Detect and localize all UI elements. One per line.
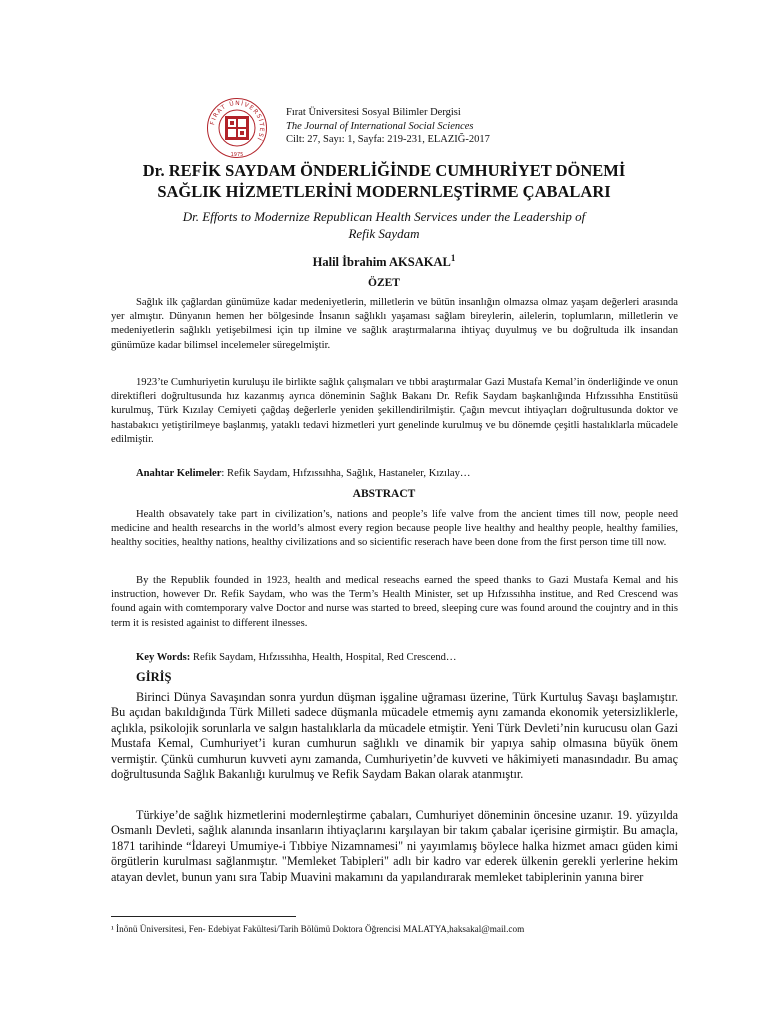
article-subtitle <box>120 208 648 242</box>
abstract-paragraph-1: Health obsavately take part in civilization’s, nations and people’s life valve from the ancient times till now, people need medicine and health researchs in the world’s almost every region because people live healthy and healthy people, healthy families, healthy socities, healthy nations, healthy civilizations and so sicientific reserach have been done from the first person time till now. <box>111 509 678 549</box>
journal-info <box>286 106 490 147</box>
abstract-paragraph-2: By the Republik founded in 1923, health and medical reseachs earned the speed thanks to Gazi Mustafa Kemal and his instruction, however Dr. Refik Saydam, who was the Term’s Health Minister, set up Hıfzıssıhha institue, and Red Crescend was found again with comtemporary valve Doctor and nurse was started to breed, sleeping cure was found around the coujntry and in this term it is resisted againist to different ilnesses. <box>111 575 678 629</box>
ozet-heading: ÖZET <box>368 277 400 289</box>
journal-name-en: The Journal of International Social Sciences <box>286 120 474 132</box>
article-title <box>60 160 708 202</box>
keywords-en-list: Refik Saydam, Hıfzıssıhha, Health, Hospital, Red Crescend… <box>190 652 457 663</box>
keywords-tr <box>136 467 676 481</box>
author-name <box>0 253 768 270</box>
keywords-en-label: Key Words: <box>136 652 191 663</box>
abstract-heading: ABSTRACT <box>352 488 416 500</box>
body-paragraph-1: Birinci Dünya Savaşından sonra yurdun düşman işgaline uğraması üzerine, Türk Kurtuluş Savaşı başlamıştır. Bu açıdan bakıldığında Türk Milleti sadece düşmanla mücadele etmemiş aynı zamanda ekonomik yetersizliklerle, açlıkla, psikolojik sorunlarla ve salgın hastalıklarla da mücadele etmiştir. Yeni Türk Devleti’nin kurucusu olan Gazi Mustafa Kemal, Cumhuriyet’i kuran cumhurun sağlıklı ve dinamik bir yapıya sahip olmasına büyük önem vermiştir. Çünkü cumhurun kuvveti aynı zamanda, Cumhuriyetin’de kuvveti ve hâkimiyeti manasındadır. Bu amaç doğrultusunda Sağlık Bakanlığı kurulmuş ve Refik Saydam Bakan olarak atanmıştır. <box>111 690 678 782</box>
keywords-en <box>136 651 676 665</box>
journal-issue: Cilt: 27, Sayı: 1, Sayfa: 219-231, ELAZIĞ-2017 <box>286 134 490 145</box>
keywords-tr-list: : Refik Saydam, Hıfzıssıhha, Sağlık, Hastaneler, Kızılay… <box>221 468 471 479</box>
giris-heading: GİRİŞ <box>136 670 172 684</box>
footnote-divider <box>111 916 296 917</box>
author-footnote-marker: 1 <box>450 253 456 263</box>
ozet-paragraph-2: 1923’te Cumhuriyetin kuruluşu ile birlikte sağlık çalışmaları ve tıbbi araştırmalar Gazi Mustafa Kemal’in önderliğinde ve onun direktifleri doğrultusunda hız kazanmış ayrıca döneminin Sağlık Bakanı Dr. Refik Saydam başkanlığında Hıfzıssıhha Enstitüsü kurulmuş, Türk Kızılay Cemiyeti çağdaş değerlerle yeniden şekillendirilmiştir. Çağın mevcut ihtiyaçları doğrultusunda doktor ve hastabakıcı yetiştirilmeye başlanmış, yataklı tedavi hizmetleri yurt genelinde kurulmuş ve bu dönemde çeşitli hastalıklarla mücadele edilmiştir. <box>111 377 678 445</box>
body-paragraph-2: Türkiye’de sağlık hizmetlerini modernleştirme çabaları, Cumhuriyet döneminin öncesine uzanır. 19. yüzyılda Osmanlı Devleti, sağlık alanında insanların ihtiyaçlarını karşılayan bir takım çabalar içerisine girmiştir. Bu amaçla, 1871 tarihinde “İdareyi Umumiye-i Tıbbiye Nizamnamesi" ni yayımlamış böylece halka hizmet amacı güden kimi örgütlerin kurulması sağlanmıştır. "Memleket Tabipleri" adlı bir kadro var ederek ülkenin gerekli yerlerine hekim atayan devlet, bunun yanı sıra Tabip Muavini makamını da yapılandırarak memleket tabiplerinin yanına birer <box>111 808 678 884</box>
author-text: Halil İbrahim AKSAKAL <box>312 255 451 270</box>
subtitle-line-2: Refik Saydam <box>348 226 420 241</box>
journal-name-tr: Fırat Üniversitesi Sosyal Bilimler Dergisi <box>286 107 461 118</box>
university-seal-logo <box>206 97 268 159</box>
title-line-2: SAĞLIK HİZMETLERİNİ MODERNLEŞTİRME ÇABALARI <box>157 182 611 201</box>
keywords-tr-label: Anahtar Kelimeler <box>136 468 222 479</box>
title-line-1: Dr. REFİK SAYDAM ÖNDERLİĞİNDE CUMHURİYET DÖNEMİ <box>142 161 626 180</box>
svg-text:FIRAT ÜNİVERSİTESİ: FIRAT ÜNİVERSİTESİ <box>209 99 266 143</box>
footnote: ¹ İnönü Üniversitesi, Fen- Edebiyat Fakültesi/Tarih Bölümü Doktora Öğrencisi MALATYA,haksakal@mail.com <box>111 924 525 934</box>
ozet-paragraph-1: Sağlık ilk çağlardan günümüze kadar medeniyetlerin, milletlerin ve bütün insanlığın olmazsa olmaz yaşam değerleri arasında yer almıştır. Dünyanın hemen her bölgesinde İnsanın sağlıklı yaşaması sağlam bireylerin, ailelerin, toplumların, milletlerin ve medeniyetlerin sağlıklı yetişebilmesi için tıp ilmine ve sağlık araştırmalarına ihtiyaç duyulmuş ve bu doğrultuda ilk insandan günümüze kadar bilimsel incelemeler süregelmiştir. <box>111 297 678 351</box>
journal-header <box>206 97 566 157</box>
subtitle-line-1: Dr. Efforts to Modernize Republican Health Services under the Leadership of <box>182 209 586 224</box>
svg-text:1975: 1975 <box>230 152 244 158</box>
